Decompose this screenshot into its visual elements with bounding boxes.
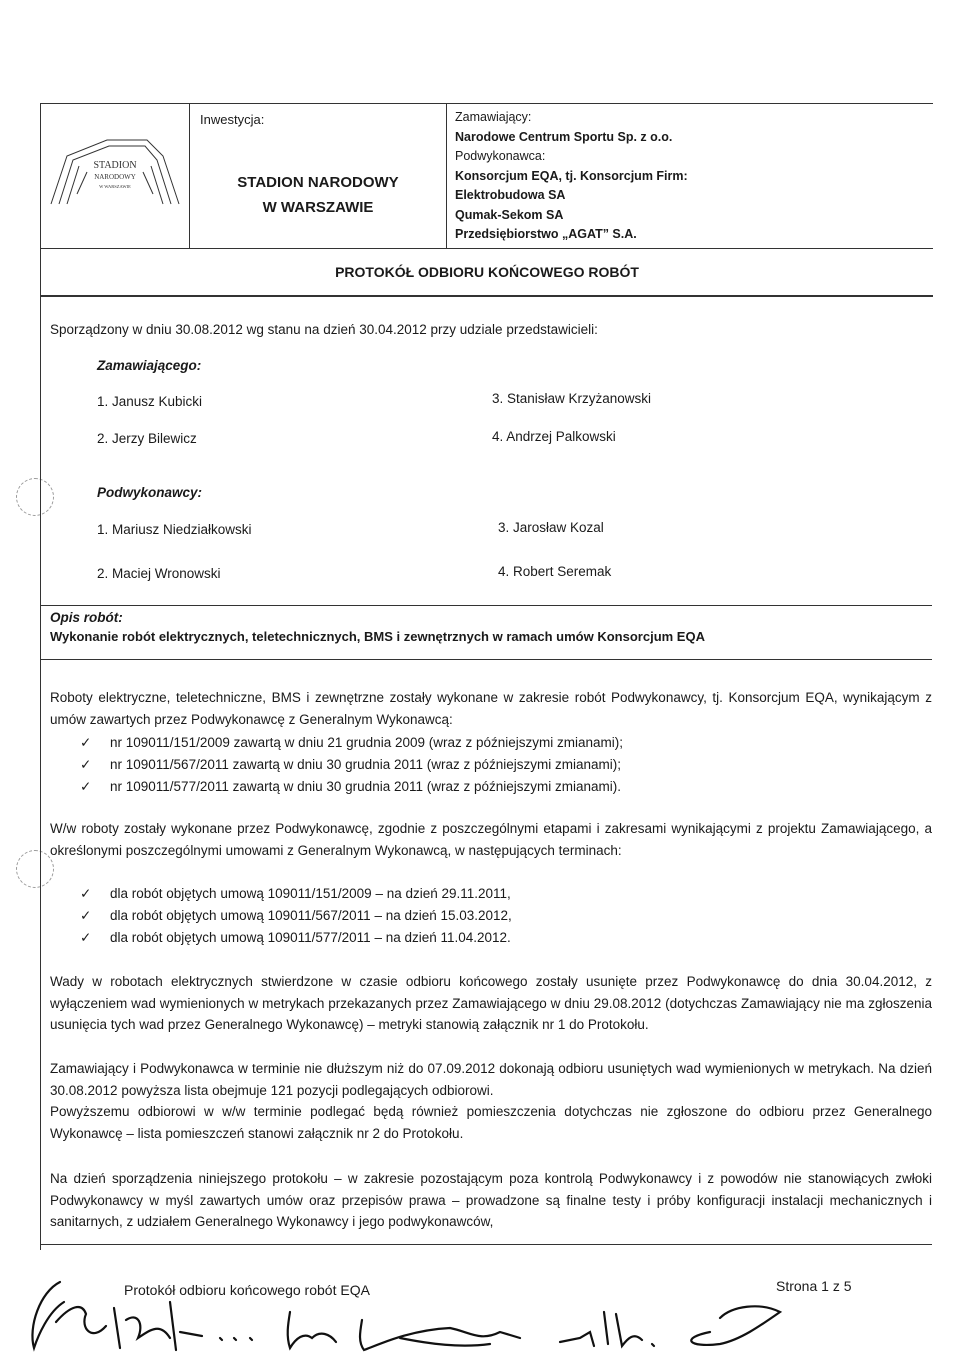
punch-hole <box>16 850 54 888</box>
header-table <box>40 103 933 297</box>
body-paragraph-1: Roboty elektryczne, teletechniczne, BMS i zewnętrzne zostały wykonane w zakresie robót Podwykonawcy, tj. Konsorcjum EQA, wynikającym z umów zawartych przez Podwykonawcę z Generalnym Wykonawcą: <box>50 690 932 727</box>
section-divider <box>40 659 932 660</box>
parties-cell <box>447 104 933 248</box>
investment-name-line2: W WARSZAWIE <box>262 199 374 216</box>
works-description: Wykonanie robót elektrycznych, teletechnicznych, BMS i zewnętrznych w ramach umów Konsorcjum EQA <box>50 629 705 644</box>
check-icon: ✓ <box>80 908 92 923</box>
investment-name <box>190 170 446 220</box>
contract-item-text: nr 109011/151/2009 zawartą w dniu 21 grudnia 2009 (wraz z późniejszymi zmianami); <box>110 735 624 750</box>
subcontractor-line3: Qumak-Sekom SA <box>455 207 564 222</box>
check-icon: ✓ <box>80 735 92 750</box>
orderer-label: Zamawiający: <box>455 110 532 124</box>
footer-page-number: Strona 1 z 5 <box>776 1278 852 1294</box>
logo-line2: NARODOWY <box>94 173 136 181</box>
punch-hole <box>16 478 54 516</box>
sub-rep-3: 3. Jarosław Kozal <box>498 520 604 535</box>
sub-rep-1: 1. Mariusz Niedziałkowski <box>97 522 252 537</box>
body-paragraph-5: Powyższemu odbiorowi w w/w terminie podlegać będą również pomieszczenia dotychczas nie zgłoszone do odbioru przez Generalnego Wykonawcę – lista pomieszczeń stanowi załącznik nr 2 do Protokołu. <box>50 1104 932 1141</box>
sub-rep-4: 4. Robert Seremak <box>498 564 612 579</box>
check-icon: ✓ <box>80 779 92 794</box>
check-icon: ✓ <box>80 930 92 945</box>
sub-rep-2: 2. Maciej Wronowski <box>97 566 221 581</box>
orderer-name: Narodowe Centrum Sportu Sp. z o.o. <box>455 129 673 144</box>
check-icon: ✓ <box>80 886 92 901</box>
logo-line3: W WARSZAWIE <box>99 184 131 189</box>
investment-name-line1: STADION NARODOWY <box>237 174 399 191</box>
subcontractor-label: Podwykonawca: <box>455 149 546 163</box>
contract-item-1 <box>80 735 623 751</box>
body-paragraph-4: Zamawiający i Podwykonawca w terminie nie dłuższym niż do 07.09.2012 dokonają odbioru usuniętych wad wymienionych w metrykach. Na dzień 30.08.2012 powyższa lista obejmuje 121 pozycji podlegających odbiorowi. <box>50 1061 932 1098</box>
footer-doc-name: Protokół odbioru końcowego robót EQA <box>124 1282 370 1298</box>
intro-text: Sporządzony w dniu 30.08.2012 wg stanu na dzień 30.04.2012 przy udziale przedstawicieli: <box>50 322 598 337</box>
contract-item-text: nr 109011/577/2011 zawartą w dniu 30 grudnia 2011 (wraz z późniejszymi zmianami). <box>110 779 622 794</box>
deadline-item-text: dla robót objętych umową 109011/577/2011 – na dzień 11.04.2012. <box>110 930 511 945</box>
document-title: PROTOKÓŁ ODBIORU KOŃCOWEGO ROBÓT <box>41 249 933 296</box>
section-divider <box>40 605 932 606</box>
investment-cell <box>190 104 447 248</box>
deadline-item-text: dla robót objętych umową 109011/151/2009 – na dzień 29.11.2011, <box>110 886 511 901</box>
subcontractor-line1: Konsorcjum EQA, tj. Konsorcjum Firm: <box>455 168 688 183</box>
deadline-item-text: dla robót objętych umową 109011/567/2011 – na dzień 15.03.2012, <box>110 908 512 923</box>
body-paragraph-6: Na dzień sporządzenia niniejszego protokołu – w zakresie pozostającym poza kontrolą Podwykonawcy i z powodów nie stanowiących zwłoki Podwykonawcy w myśl zawartych umów oraz przepisów prawa – prowadzone są finalne testy i próby konfiguracji instalacji mechanicznych i sanitarnych, z udziałem Generalnego Wykonawcy i jego podwykonawców, <box>50 1171 932 1229</box>
orderer-rep-1: 1. Janusz Kubicki <box>97 394 203 409</box>
orderer-rep-4: 4. Andrzej Palkowski <box>492 429 616 444</box>
bottom-border <box>40 1244 932 1245</box>
signatures-icon <box>20 1272 800 1354</box>
body-paragraph-2: W/w roboty zostały wykonane przez Podwykonawcę, zgodnie z poszczególnymi etapami i zakresami wynikającymi z projektu Zamawiającego, a określonymi poszczególnymi umowami z Generalnym Wykonawcą, w następujących terminach: <box>50 821 932 858</box>
subcontractor-line4: Przedsiębiorstwo „AGAT” S.A. <box>455 227 637 241</box>
logo-cell <box>41 104 190 248</box>
stadium-logo-icon <box>47 134 183 214</box>
orderer-rep-2: 2. Jerzy Bilewicz <box>97 431 197 446</box>
contract-item-2 <box>80 757 621 773</box>
logo-line1: STADION <box>93 160 137 171</box>
orderer-rep-3: 3. Stanisław Krzyżanowski <box>492 391 652 406</box>
contract-item-3 <box>80 779 621 795</box>
investment-label: Inwestycja: <box>200 112 265 127</box>
deadline-item-3 <box>80 930 511 946</box>
body-paragraph-3: Wady w robotach elektrycznych stwierdzone w czasie odbioru końcowego zostały usunięte przez Podwykonawcę do dnia 30.04.2012, z wyłączeniem wad wymienionych w metrykach przekazanych przez Zamawiającego w dniu 29.08.2012 (dotychczas Zamawiający nie ma zgłoszenia usunięcia tych wad przez Generalnego Wykonawcę) – metryki stanowią załącznik nr 1 do Protokołu. <box>50 974 932 1032</box>
deadline-item-2 <box>80 908 512 924</box>
sub-reps-heading: Podwykonawcy: <box>97 485 203 500</box>
contract-item-text: nr 109011/567/2011 zawartą w dniu 30 grudnia 2011 (wraz z późniejszymi zmianami); <box>110 757 622 772</box>
orderer-reps-heading: Zamawiającego: <box>97 358 202 373</box>
works-heading: Opis robót: <box>50 610 123 625</box>
left-border <box>40 295 41 1250</box>
check-icon: ✓ <box>80 757 92 772</box>
subcontractor-line2: Elektrobudowa SA <box>455 188 566 202</box>
deadline-item-1 <box>80 886 511 902</box>
